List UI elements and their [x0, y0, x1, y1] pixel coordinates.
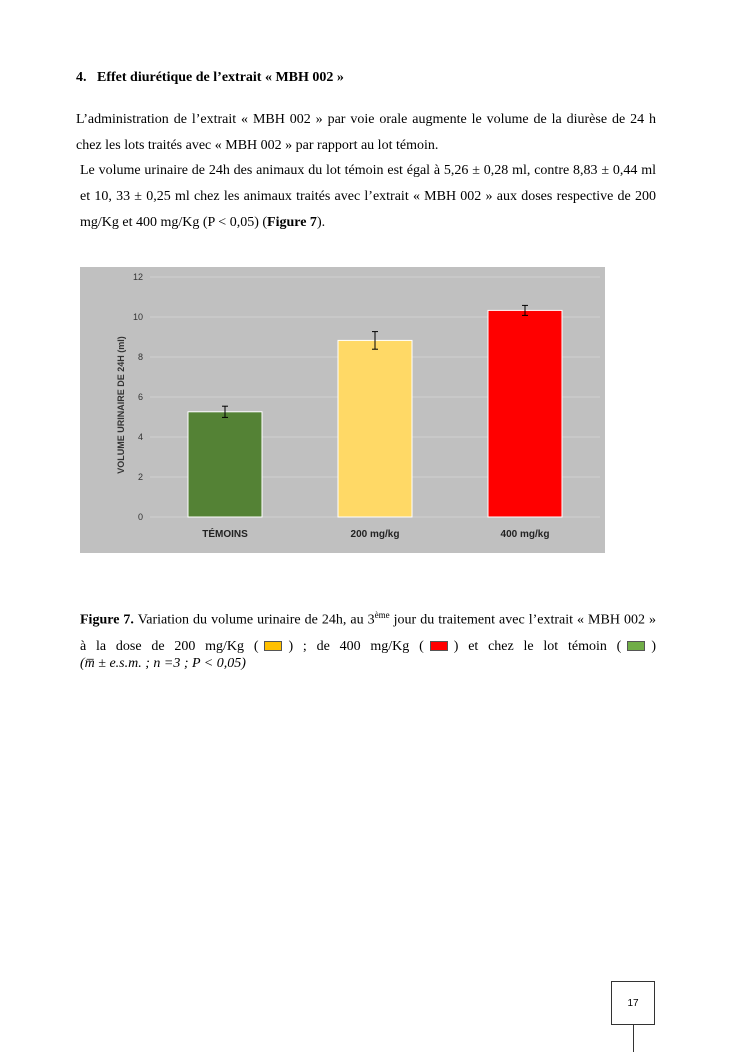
- y-tick-label: 10: [132, 312, 143, 322]
- paragraph-2-end: ).: [316, 215, 326, 230]
- caption-text-b: jour du traitement avec l’extrait « MBH 002 » à la dose de 200 mg/Kg (: [80, 612, 656, 654]
- figure-reference: Figure 7: [267, 215, 317, 230]
- x-category-label: TÉMOINS: [202, 529, 248, 540]
- bar: [188, 412, 262, 517]
- paragraph-1: L’administration de l’extrait « MBH 002 » par voie orale augmente le volume de la diurèse de 24 h chez les lots traités avec « MBH 002 » par rapport au lot témoin.: [76, 112, 656, 153]
- paragraph-2: [80, 158, 656, 236]
- page-number-line: [633, 1024, 634, 1052]
- y-tick-label: 4: [137, 432, 143, 442]
- y-axis-label: VOLUME URINAIRE DE 24H (ml): [116, 336, 126, 474]
- y-tick-label: 0: [137, 512, 143, 522]
- caption-superscript: ème: [374, 610, 390, 620]
- swatch-temoin-icon: [627, 641, 645, 651]
- caption-text-a: Variation du volume urinaire de 24h, au 3: [133, 612, 375, 628]
- y-tick-label: 6: [137, 392, 143, 402]
- section-heading: 4. Effet diurétique de l’extrait « MBH 002 »: [76, 70, 344, 85]
- swatch-200-icon: [264, 641, 282, 651]
- y-tick-label: 12: [132, 272, 143, 282]
- caption-text-d: ) et chez le lot témoin (: [453, 638, 622, 654]
- page-number: 17: [611, 981, 655, 1025]
- caption-text-c: ) ; de 400 mg/Kg (: [288, 638, 424, 654]
- x-category-label: 400 mg/kg: [500, 529, 550, 540]
- x-category-label: 200 mg/kg: [350, 529, 400, 540]
- caption-label: Figure 7.: [80, 612, 134, 628]
- bar-chart-svg: [80, 267, 605, 553]
- swatch-400-icon: [430, 641, 448, 651]
- y-tick-label: 2: [137, 472, 143, 482]
- paragraph-2-text: Le volume urinaire de 24h des animaux du lot témoin est égal à 5,26 ± 0,28 ml, contre 8,83 ± 0,44 ml et 10, 33 ± 0,25 ml chez les animaux traités avec l’extrait « MBH 002 » aux doses respective de 200 mg/Kg et 400 mg/Kg (P < 0,05) (: [80, 163, 656, 230]
- figure-caption: [80, 602, 656, 660]
- bar: [338, 340, 412, 517]
- y-tick-label: 8: [137, 352, 143, 362]
- caption-text-e: ): [651, 638, 656, 654]
- bar: [488, 310, 562, 517]
- bar-chart: [80, 267, 605, 553]
- caption-stats: (m̅ ± e.s.m. ; n =3 ; P < 0,05): [80, 656, 246, 671]
